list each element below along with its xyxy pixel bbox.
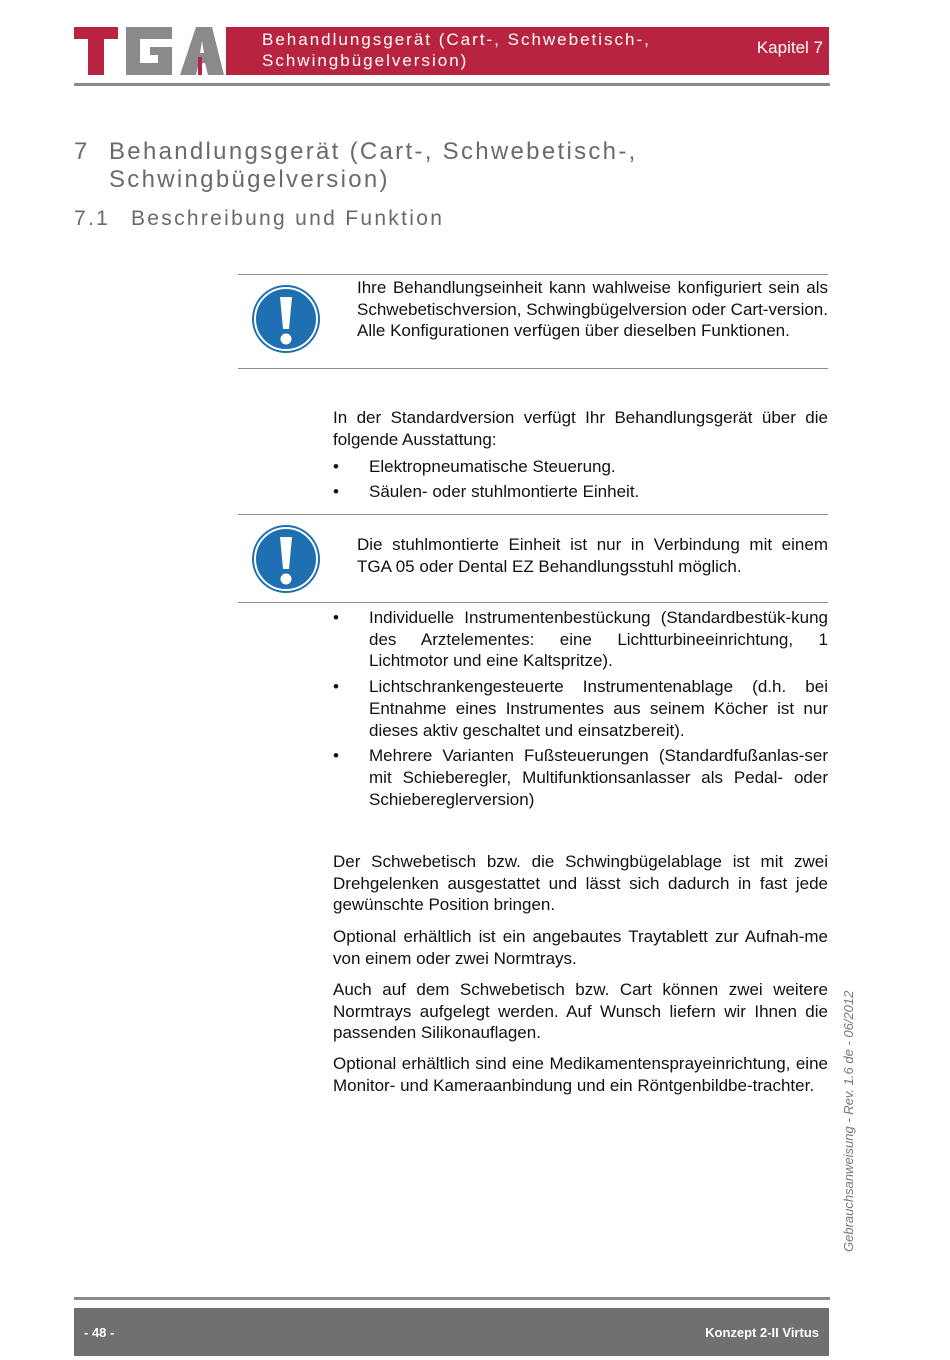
page-footer [74,1308,829,1356]
page-header [74,27,829,75]
list-item [333,456,828,478]
list-item-text: Elektropneumatische Steuerung. [369,457,616,476]
footer-divider [74,1297,830,1300]
list-item [333,676,828,741]
body-paragraph: Optional erhältlich sind eine Medikamentensprayeinrichtung, eine Monitor- und Kameraanbindung und ein Röntgenbildbe-trachter. [333,1054,828,1095]
page-number: - 48 - [84,1325,115,1340]
bullet-marker: • [333,457,339,476]
exclamation-icon [250,523,322,595]
exclamation-icon [250,283,322,355]
bullet-marker: • [333,746,339,766]
body-paragraph: Auch auf dem Schwebetisch bzw. Cart können zwei weitere Normtrays aufgelegt werden. Auf Wunsch liefern wir Ihnen die passenden Silikonauflagen. [333,980,828,1043]
list-item-text: Lichtschrankengesteuerte Instrumentenablage (d.h. bei Entnahme eines Instrumentes aus seinem Köcher ist nur dieses aktiv geschaltet und einsatzbereit). [369,677,828,740]
bullet-marker: • [333,677,339,697]
notice-text: Die stuhlmontierte Einheit ist nur in Verbindung mit einem TGA 05 oder Dental EZ Behandlungsstuhl möglich. [357,535,828,576]
list-item-text: Individuelle Instrumentenbestückung (Standardbestük-kung des Arztelementes: eine Lichtturbineeinrichtung, 1 Lichtmotor und eine Kaltspritze). [369,608,828,671]
list-item [333,481,828,503]
notice-text: Ihre Behandlungseinheit kann wahlweise konfiguriert sein als Schwebetischversion, Schwingbügelversion oder Cart-version. Alle Konfigurationen verfügen über dieselben Funktionen. [357,278,828,340]
header-title: Behandlungsgerät (Cart-, Schwebetisch-, Schwingbügelversion) [262,30,651,70]
section-title: Beschreibung und Funktion [131,207,445,230]
notice-box [238,514,828,603]
body-paragraph: Optional erhältlich ist ein angebautes Traytablett zur Aufnah-me von einem oder zwei Normtrays. [333,927,828,968]
bullet-marker: • [333,481,339,501]
body-paragraph: Der Schwebetisch bzw. die Schwingbügelablage ist mit zwei Drehgelenken ausgestattet und lässt sich dadurch in fast jede gewünschte Position bringen. [333,852,828,915]
header-bar [226,27,829,75]
list-item-text: Säulen- oder stuhlmontierte Einheit. [369,481,640,501]
notice-box [238,274,828,369]
revision-note: Gebrauchsanweisung - Rev. 1.6 de - 06/2012 [841,990,856,1252]
bullet-marker: • [333,608,339,627]
header-divider [74,83,830,86]
tga-logo [74,27,224,75]
chapter-label: Kapitel 7 [756,38,823,57]
list-item [333,745,828,810]
list-item-text: Mehrere Varianten Fußsteuerungen (Standardfußanlas-ser mit Schieberegler, Multifunktionsanlasser als Pedal- oder Schiebereglerversion) [369,746,828,809]
feature-list [333,607,828,810]
chapter-title: Behandlungsgerät (Cart-, Schwebetisch-, Schwingbügelversion) [109,138,638,193]
chapter-number: 7 [74,138,90,165]
section-number: 7.1 [74,207,111,230]
list-item [333,607,828,672]
feature-list [333,456,828,502]
product-name: Konzept 2-II Virtus [705,1325,819,1340]
intro-paragraph: In der Standardversion verfügt Ihr Behandlungsgerät über die folgende Ausstattung: [333,408,828,449]
